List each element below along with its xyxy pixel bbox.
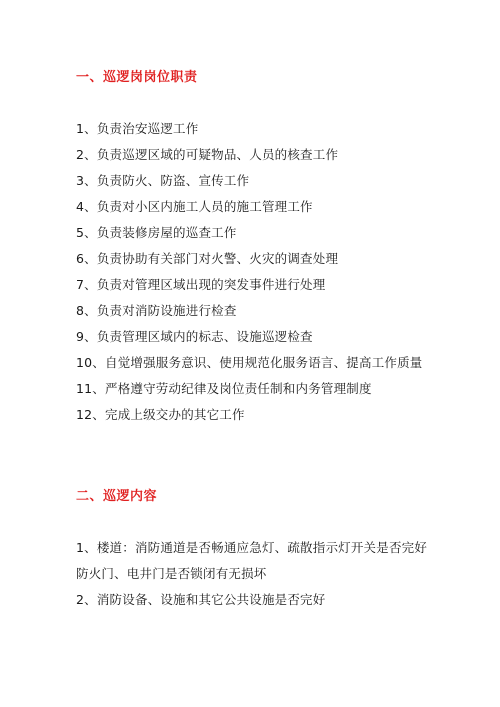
list-item: 8、负责对消防设施进行检查 [76,303,237,318]
list-item: 7、负责对管理区域出现的突发事件进行处理 [76,277,326,292]
section-heading-patrol-content: 二、巡逻内容 [76,489,158,504]
duties-list [76,116,423,428]
section-heading-duties: 一、巡逻岗岗位职责 [76,70,198,85]
list-item: 2、负责巡逻区域的可疑物品、人员的核查工作 [76,147,339,162]
list-item: 5、负责装修房屋的巡查工作 [76,225,237,240]
list-item: 11、严格遵守劳动纪律及岗位责任制和内务管理制度 [76,381,372,396]
patrol-content-list [76,535,427,613]
list-item: 1、楼道：消防通道是否畅通应急灯、疏散指示灯开关是否完好 [76,540,428,555]
list-item: 12、完成上级交办的其它工作 [76,407,245,422]
list-item: 10、自觉增强服务意识、使用规范化服务语言、提高工作质量 [76,355,423,370]
list-item: 9、负责管理区域内的标志、设施巡逻检查 [76,329,313,344]
list-item: 4、负责对小区内施工人员的施工管理工作 [76,199,313,214]
list-item: 防火门、电井门是否锁闭有无损坏 [76,566,267,581]
list-item: 6、负责协助有关部门对火警、火灾的调查处理 [76,251,339,266]
list-item: 1、负责治安巡逻工作 [76,121,199,136]
list-item: 2、消防设备、设施和其它公共设施是否完好 [76,592,326,607]
list-item: 3、负责防火、防盗、宣传工作 [76,173,250,188]
